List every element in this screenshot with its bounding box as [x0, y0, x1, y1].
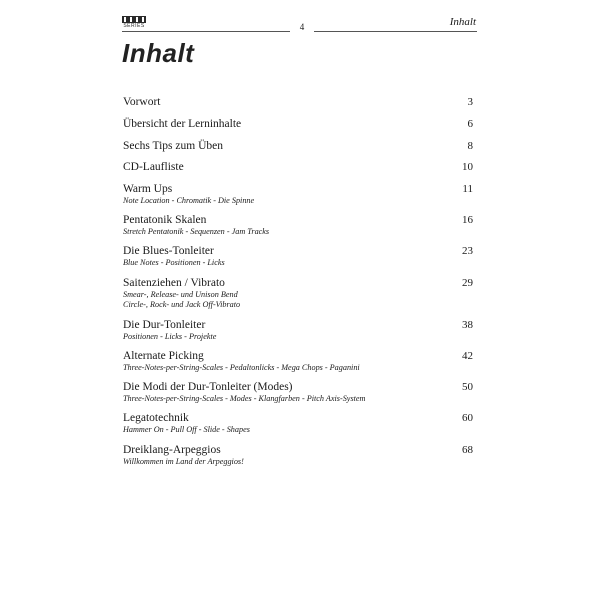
- toc-entry: [123, 245, 473, 268]
- toc-entry-title: CD-Laufliste: [123, 161, 184, 173]
- toc-entry-page: 68: [462, 444, 473, 456]
- toc-entry: [123, 118, 473, 131]
- toc-entry-page: 16: [462, 214, 473, 226]
- toc-entry-page: 11: [462, 183, 473, 195]
- toc-entry: [123, 161, 473, 174]
- running-header-title: Inhalt: [449, 16, 476, 28]
- toc-entry-page: 23: [462, 245, 473, 257]
- toc-entry-title: Übersicht der Lerninhalte: [123, 118, 242, 130]
- toc-entry: [123, 214, 473, 237]
- toc-entry-page: 8: [467, 140, 473, 152]
- toc-entry-subtitle: Three-Notes-per-String-Scales - Pedaltonlicks - Mega Chops - Paganini: [123, 363, 360, 372]
- page-title: Inhalt: [122, 38, 195, 68]
- toc-entry-subtitle: Willkommen im Land der Arpeggios!: [123, 457, 244, 466]
- toc-entry-title: Vorwort: [123, 96, 161, 108]
- toc-entry-title: Die Modi der Dur-Tonleiter (Modes): [123, 381, 293, 393]
- toc-entry-subtitle: Circle-, Rock- und Jack Off-Vibrato: [123, 300, 241, 309]
- toc-entry: [123, 412, 473, 435]
- toc-entry-title: Die Dur-Tonleiter: [123, 319, 206, 331]
- toc-entry-title: Die Blues-Tonleiter: [123, 245, 214, 257]
- toc-entry-page: 29: [462, 277, 473, 289]
- toc-entry-subtitle: Stretch Pentatonik - Sequenzen - Jam Tracks: [123, 227, 270, 236]
- logo-text: SERIES: [123, 23, 145, 29]
- toc-entry-subtitle: Positionen - Licks - Projekte: [123, 332, 217, 341]
- toc-entry-title: Alternate Picking: [123, 350, 204, 362]
- toc-entry-subtitle: Smear-, Release- und Unison Bend: [123, 290, 238, 299]
- toc-entry-title: Sechs Tips zum Üben: [123, 140, 223, 152]
- toc-entry-page: 6: [467, 118, 473, 130]
- toc-entry-page: 38: [462, 319, 473, 331]
- toc-entry: [123, 140, 473, 153]
- toc-entry: [123, 319, 473, 342]
- toc-entry-subtitle: Three-Notes-per-String-Scales - Modes - Klangfarben - Pitch Axis-System: [123, 394, 366, 403]
- toc-entry: [123, 277, 473, 310]
- toc-entry-subtitle: Blue Notes - Positionen - Licks: [123, 258, 225, 267]
- toc-entry: [123, 96, 473, 109]
- toc-entry-title: Warm Ups: [123, 183, 173, 195]
- toc-entry-page: 60: [462, 412, 473, 424]
- toc-entry: [123, 183, 473, 206]
- series-logo: [121, 16, 147, 29]
- toc-entry: [123, 444, 473, 467]
- logo-mark-icon: [122, 16, 146, 23]
- toc-entry-title: Legatotechnik: [123, 412, 189, 424]
- toc-entry-subtitle: Hammer On - Pull Off - Slide - Shapes: [123, 425, 250, 434]
- page-number: 4: [290, 22, 314, 32]
- toc-entry-title: Saitenziehen / Vibrato: [123, 277, 225, 289]
- toc-entry-page: 50: [462, 381, 473, 393]
- toc-entry: [123, 350, 473, 373]
- toc-entry-page: 10: [462, 161, 473, 173]
- toc-entry-page: 3: [467, 96, 473, 108]
- toc-entry: [123, 381, 473, 404]
- toc-entry-subtitle: Note Location - Chromatik - Die Spinne: [123, 196, 255, 205]
- toc-entry-title: Pentatonik Skalen: [123, 214, 207, 226]
- toc-entry-page: 42: [462, 350, 473, 362]
- toc-entry-title: Dreiklang-Arpeggios: [123, 444, 221, 456]
